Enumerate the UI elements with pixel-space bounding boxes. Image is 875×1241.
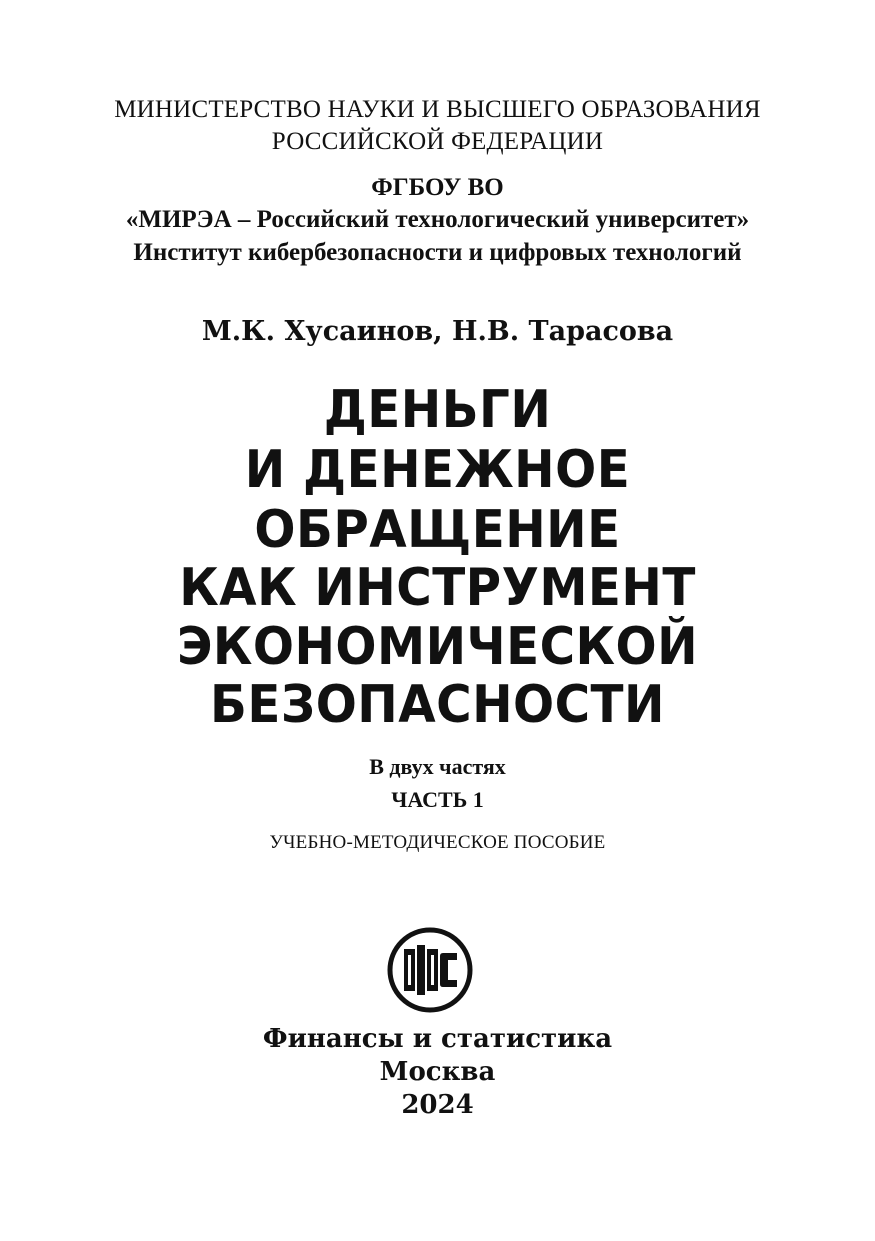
title-line-3: ОБРАЩЕНИЕ <box>254 500 621 560</box>
publisher-city: Москва <box>379 1057 496 1087</box>
org-line-3: Институт кибербезопасности и цифровых технологий <box>133 239 742 266</box>
title-line-1: ДЕНЬГИ <box>323 380 552 440</box>
title-line-5: ЭКОНОМИЧЕСКОЙ <box>176 617 699 677</box>
ministry-line-1: МИНИСТЕРСТВО НАУКИ И ВЫСШЕГО ОБРАЗОВАНИЯ <box>114 96 761 123</box>
part-number: ЧАСТЬ 1 <box>391 787 484 812</box>
parts-note: В двух частях <box>369 754 506 779</box>
ministry-line-2: РОССИЙСКОЙ ФЕДЕРАЦИИ <box>271 128 604 155</box>
title-line-6: БЕЗОПАСНОСТИ <box>210 675 665 735</box>
publication-year: 2024 <box>401 1090 474 1120</box>
publication-type: УЧЕБНО-МЕТОДИЧЕСКОЕ ПОСОБИЕ <box>269 832 606 853</box>
authors: М.К. Хусаинов, Н.В. Тарасова <box>201 316 674 347</box>
title-line-2: И ДЕНЕЖНОЕ <box>244 440 631 500</box>
org-line-1: ФГБОУ ВО <box>371 174 504 201</box>
publisher-logo-icon <box>387 927 473 1013</box>
publisher-name: Финансы и статистика <box>262 1024 613 1054</box>
title-line-4: КАК ИНСТРУМЕНТ <box>179 558 696 618</box>
org-line-2: «МИРЭА – Российский технологический университет» <box>125 206 750 233</box>
